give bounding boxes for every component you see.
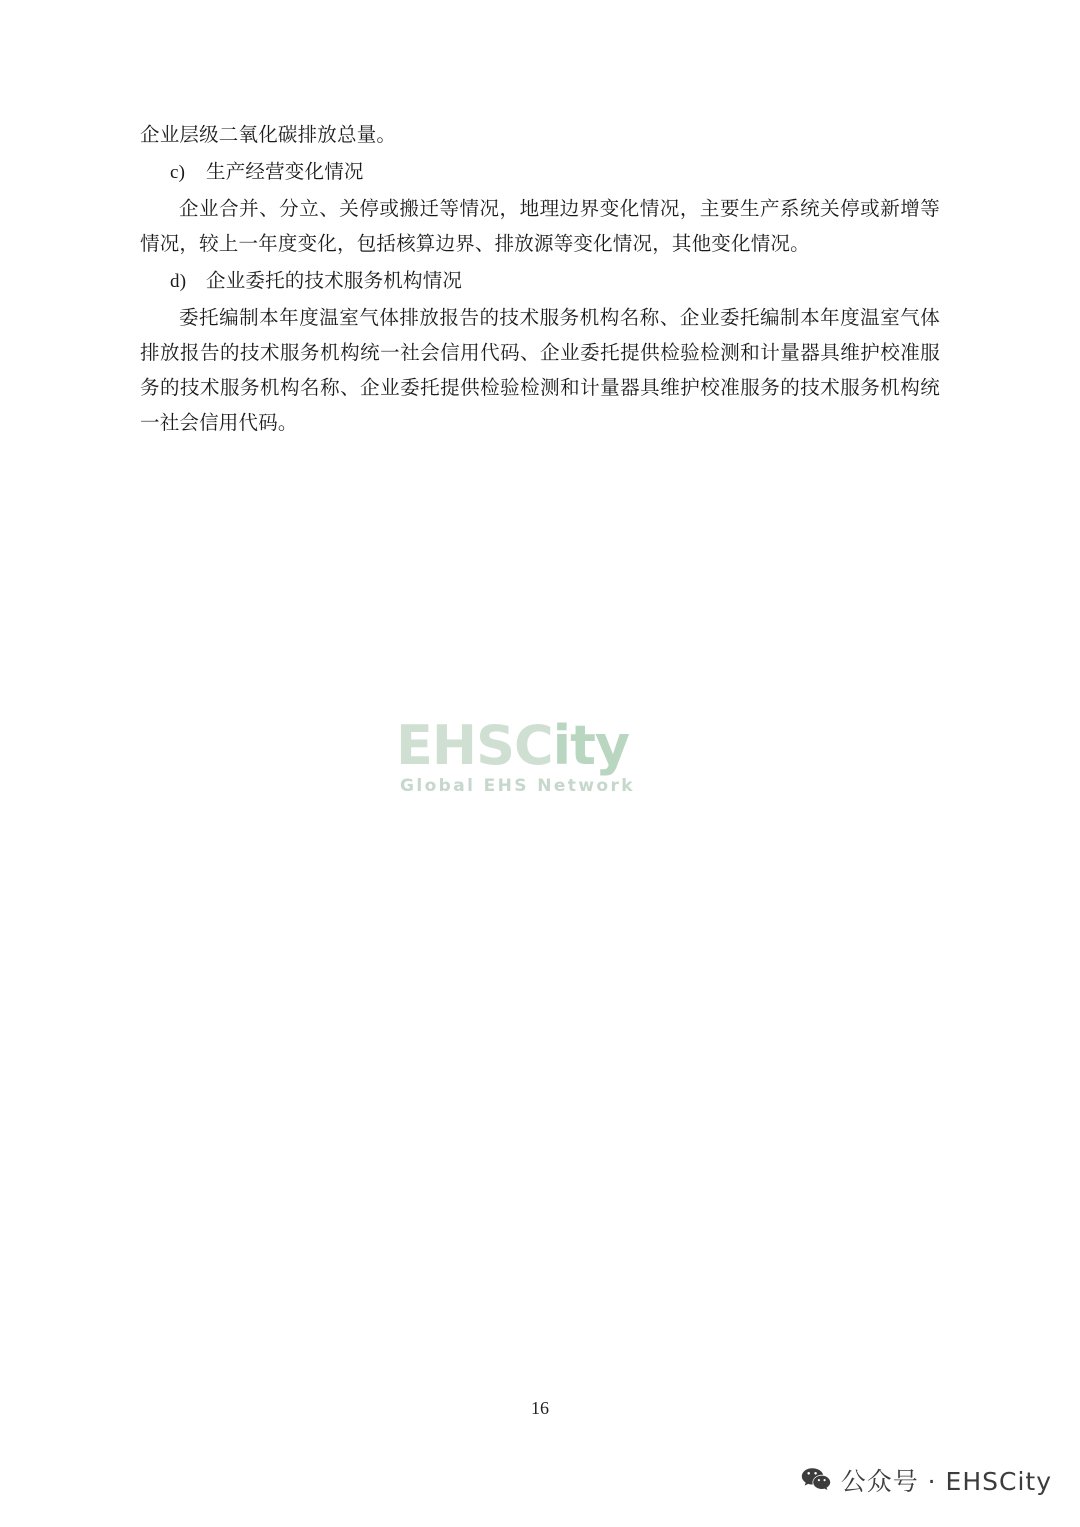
watermark-subtitle: Global EHS Network <box>400 776 636 796</box>
list-item-d <box>140 264 940 299</box>
paragraph-business-changes: 企业合并、分立、关停或搬迁等情况，地理边界变化情况，主要生产系统关停或新增等情况，较上一年度变化，包括核算边界、排放源等变化情况，其他变化情况。 <box>140 199 940 255</box>
list-item-d-label: 企业委托的技术服务机构情况 <box>206 271 463 292</box>
page-number: 16 <box>531 1398 549 1418</box>
watermark-title-part1: EHSC <box>396 714 553 777</box>
paragraph-technical-service: 委托编制本年度温室气体排放报告的技术服务机构名称、企业委托编制本年度温室气体排放报告的技术服务机构统一社会信用代码、企业委托提供检验检测和计量器具维护校准服务的技术服务机构名称、企业委托提供检验检测和计量器具维护校准服务的技术服务机构统一社会信用代码。 <box>140 308 940 434</box>
document-body <box>140 118 940 443</box>
list-marker-d: d) <box>170 271 187 292</box>
watermark-title <box>396 714 686 777</box>
list-item-c <box>140 155 940 190</box>
footer-brand-text: 公众号 · EHSCity <box>840 1467 1052 1496</box>
list-marker-c: c) <box>170 162 186 183</box>
wechat-icon <box>801 1467 831 1493</box>
watermark-title-part2: ity <box>552 714 630 777</box>
list-item-c-label: 生产经营变化情况 <box>206 162 364 183</box>
paragraph-continuation: 企业层级二氧化碳排放总量。 <box>140 125 397 146</box>
footer-brand <box>801 1462 1052 1498</box>
watermark-logo <box>396 714 686 818</box>
